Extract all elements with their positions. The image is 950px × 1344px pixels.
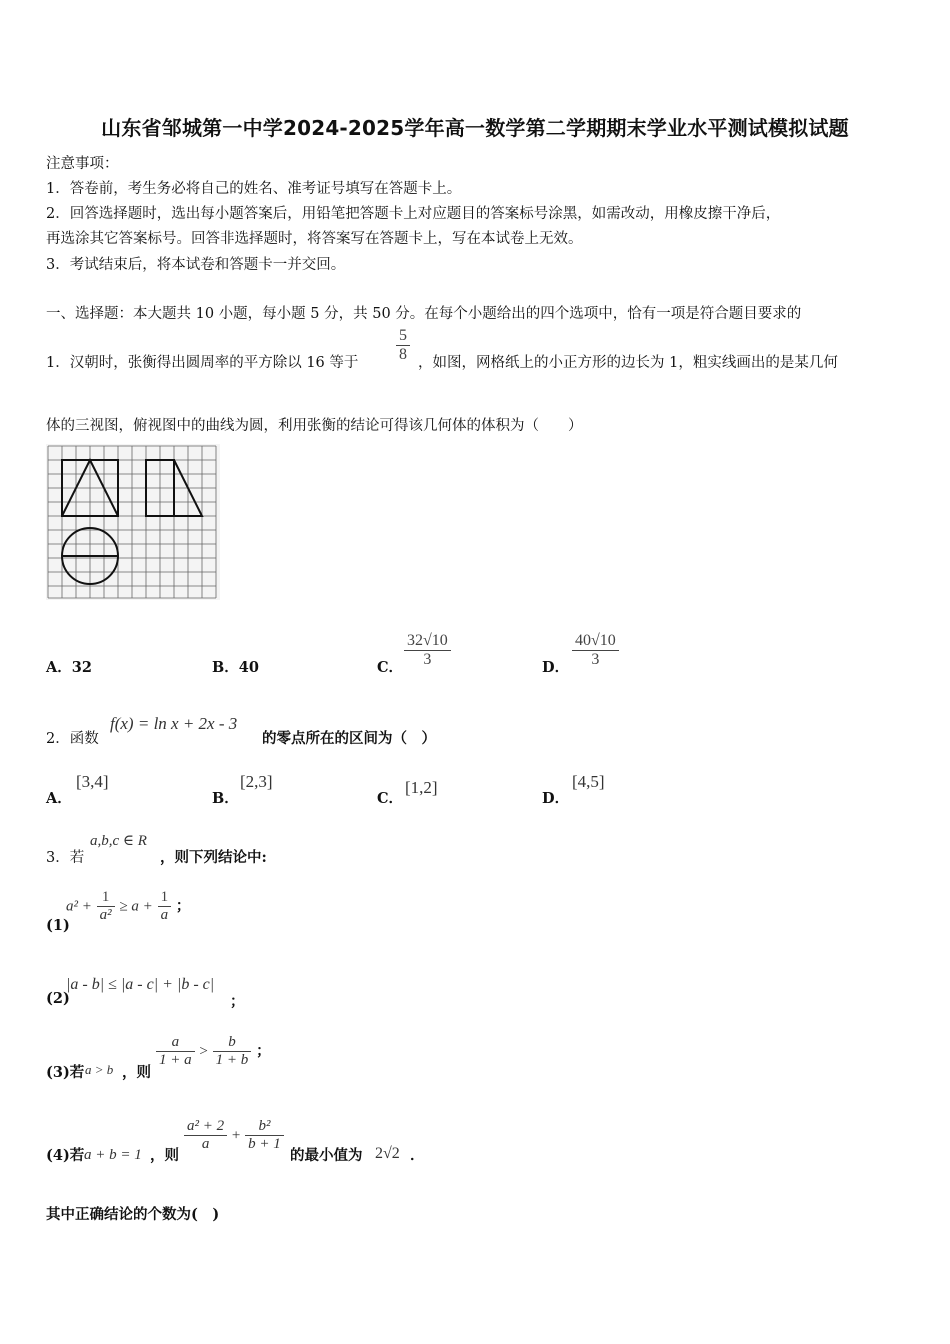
q1-text-line2: 体的三视图，俯视图中的曲线为圆，利用张衡的结论可得该几何体的体积为（ ）: [46, 418, 583, 434]
q3-s2-label: (2): [46, 990, 70, 1007]
notice-item: 1．答卷前，考生务必将自己的姓名、准考证号填写在答题卡上。: [46, 181, 462, 197]
q3-s1-expression: [66, 889, 190, 924]
q1-option-a[interactable]: [46, 656, 92, 677]
q3-s4-condition: a + b = 1: [84, 1147, 142, 1163]
section-heading: 一、选择题：本大题共 10 小题，每小题 5 分，共 50 分。在每个小题给出的四个选项中，恰有一项是符合题目要求的: [46, 306, 802, 322]
q3-prefix: 3．若: [46, 850, 85, 866]
q2-option-d-label[interactable]: D．: [542, 790, 570, 807]
frac-den: a²: [97, 906, 115, 924]
frac-den: 3: [404, 650, 451, 669]
q2-option-b-label[interactable]: B．: [212, 790, 239, 807]
q1-text-a: 1．汉朝时，张衡得出圆周率的平方除以 16 等于: [46, 355, 359, 371]
q2-suffix: 的零点所在的区间为（ ）: [262, 730, 436, 747]
q3-s3-label: (3)若: [46, 1064, 85, 1081]
q3-s4-end: ．: [410, 1147, 425, 1164]
q1-option-c-value: [404, 632, 451, 669]
q1-text-b: ，如图，网格纸上的小正方形的边长为 1，粗实线画出的是某几何: [418, 355, 838, 371]
option-value: 40: [238, 659, 259, 676]
q2-function: f(x) = ln x + 2x - 3: [110, 714, 238, 733]
q3-s2-end: ；: [230, 993, 245, 1010]
q1-frac-den: 8: [396, 345, 410, 364]
expr-end: ；: [175, 897, 191, 915]
frac-num: 32√10: [407, 632, 448, 649]
option-value: 32: [71, 659, 92, 676]
q1-option-d-value: [572, 632, 619, 669]
notice-heading: 注意事项：: [46, 156, 119, 172]
q3-s4-text: 的最小值为: [290, 1147, 363, 1164]
q3-s4-value: 2√2: [375, 1145, 400, 1162]
expr-part: a² +: [66, 898, 92, 915]
expr-part: ≥ a +: [119, 898, 153, 915]
frac-num: 1: [160, 889, 169, 905]
q2-option-a-value: [3,4]: [76, 772, 109, 791]
gt-sign: >: [199, 1043, 208, 1060]
notice-item: 3．考试结束后，将本试卷和答题卡一并交回。: [46, 257, 346, 273]
frac-den: 1 + a: [156, 1051, 195, 1069]
q3-s2-expression: |a - b| ≤ |a - c| + |b - c|: [66, 976, 215, 993]
q1-fraction: [396, 327, 410, 364]
q3-condition: a,b,c ∈ R: [90, 833, 147, 849]
frac-num: 40√10: [575, 632, 616, 649]
frac-den: a: [184, 1135, 227, 1153]
q2-prefix: 2．函数: [46, 731, 99, 747]
q3-question: 其中正确结论的个数为( ): [46, 1206, 220, 1223]
frac-den: b + 1: [245, 1135, 284, 1153]
q3-s4-expression: [184, 1118, 284, 1153]
q2-option-b-value: [2,3]: [240, 772, 273, 791]
q3-s3-expression: [156, 1034, 271, 1069]
q3-s4-label: (4)若: [46, 1147, 85, 1164]
q1-frac-num: 5: [399, 327, 407, 344]
frac-num: 1: [101, 889, 110, 905]
frac-num: a² + 2: [187, 1118, 225, 1134]
q1-option-d-label[interactable]: D．: [542, 659, 570, 676]
option-label: A．: [46, 659, 72, 676]
q1-option-c-label[interactable]: C．: [377, 659, 404, 676]
q2-option-d-value: [4,5]: [572, 772, 605, 791]
q1-option-b[interactable]: [212, 656, 259, 677]
expr-end: ；: [256, 1042, 271, 1060]
q2-option-c-label[interactable]: C．: [377, 790, 404, 807]
option-label: B．: [212, 659, 239, 676]
q3-s3-mid: ，则: [122, 1064, 151, 1081]
three-view-figure: [46, 444, 220, 600]
frac-num: b: [228, 1034, 236, 1050]
q2-option-c-value: [1,2]: [405, 778, 438, 797]
frac-num: a: [171, 1034, 180, 1050]
q3-s3-condition: a > b: [85, 1062, 114, 1077]
q3-s4-mid: ，则: [150, 1147, 179, 1164]
plus-sign: +: [231, 1127, 241, 1144]
q3-suffix: ，则下列结论中:: [160, 849, 267, 866]
q2-option-a-label[interactable]: A．: [46, 790, 72, 807]
frac-num: b²: [258, 1118, 271, 1134]
frac-den: 3: [572, 650, 619, 669]
frac-den: 1 + b: [213, 1051, 252, 1069]
notice-item: 再选涂其它答案标号。回答非选择题时，将答案写在答题卡上，写在本试卷上无效。: [46, 231, 583, 247]
notice-item: 2．回答选择题时，选出每小题答案后，用铅笔把答题卡上对应题目的答案标号涂黑，如需改动，用橡皮擦干净后，: [46, 206, 781, 222]
q3-s1-label: (1): [46, 917, 70, 934]
page-title: 山东省邹城第一中学2024-2025学年高一数学第二学期期末学业水平测试模拟试题: [101, 116, 849, 140]
frac-den: a: [158, 906, 172, 924]
